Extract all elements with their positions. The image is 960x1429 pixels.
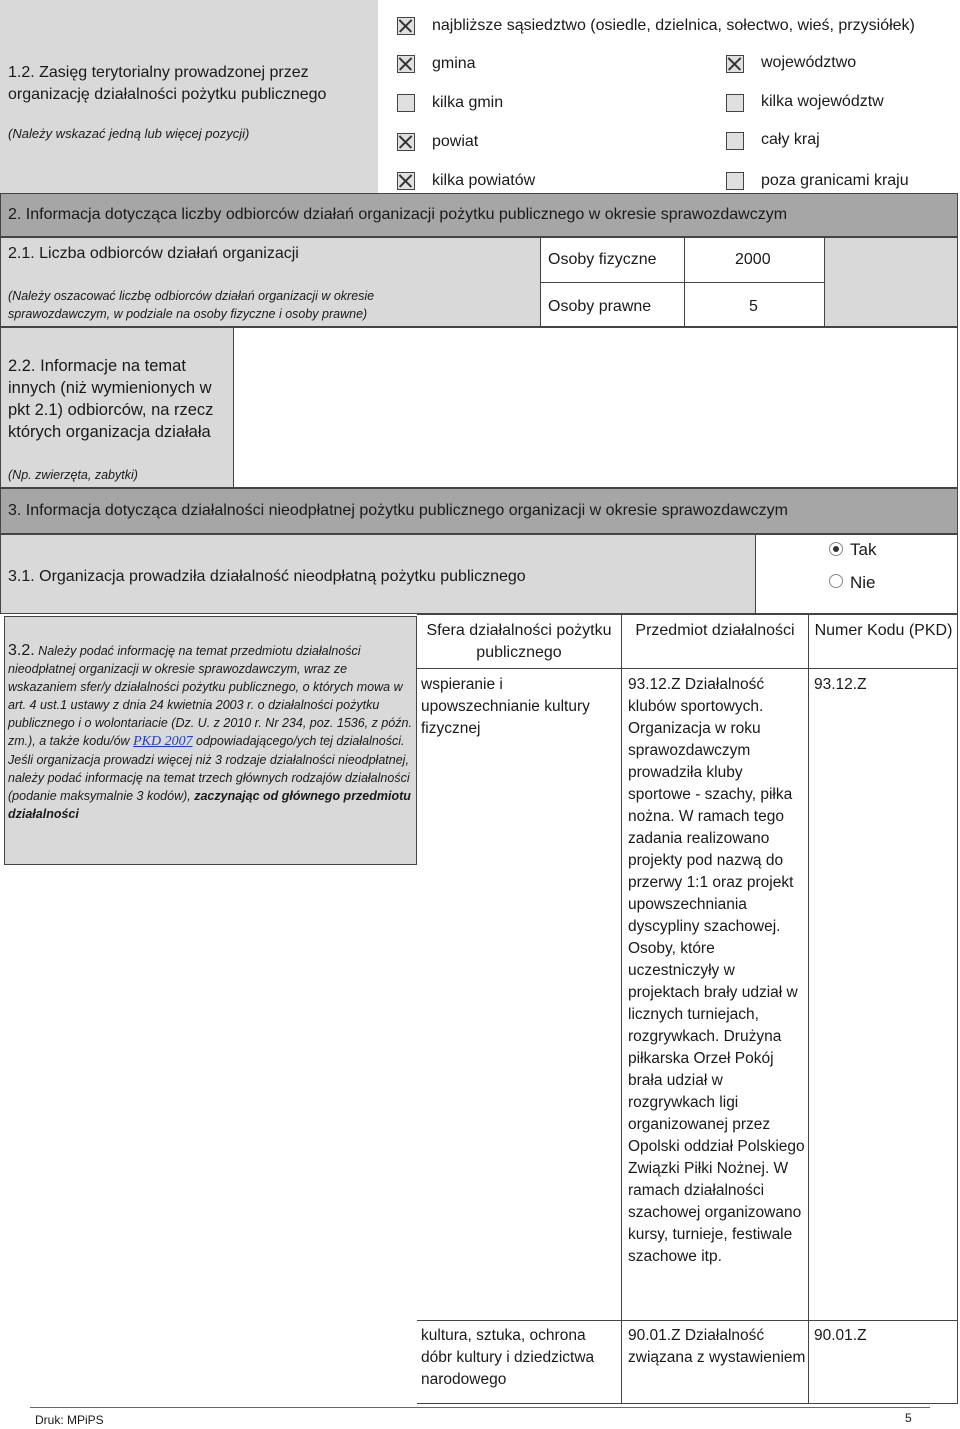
pkd-link[interactable]: PKD 2007 (133, 734, 193, 749)
s32-num: 3.2. (8, 642, 35, 659)
col-przedmiot-header: Przedmiot działalności (635, 622, 795, 639)
checkbox-caly-kraj[interactable] (726, 132, 744, 150)
checkbox-label: kilka województw (761, 93, 884, 110)
s21-note: (Należy oszacować liczbę odbiorców działań organizacji w okresie sprawozdawczym, w podziale na osoby fizyczne i osoby prawne) (8, 289, 375, 321)
footer-left: Druk: MPiPS (35, 1413, 104, 1427)
s31-title: 3.1. Organizacja prowadziła działalność nieodpłatną pożytku publicznego (8, 568, 526, 585)
checkbox-label: powiat (432, 133, 479, 150)
row1-sfera: wspieranie i upowszechnianie kultury fizycznej (421, 676, 590, 737)
prawne-value[interactable]: 5 (749, 298, 758, 315)
footer-page: 5 (905, 1411, 912, 1425)
checkbox-wojewodztwo[interactable] (726, 55, 744, 73)
radio-tak-label: Tak (850, 540, 877, 559)
checkbox-kilka-gmin[interactable] (397, 94, 415, 112)
checkbox-najblizsze[interactable] (397, 17, 415, 35)
checkbox-poza-granicami[interactable] (726, 172, 744, 190)
s32-note-bold: zaczynając od głównego przedmiotu działalności (8, 789, 411, 821)
s22-note: (Np. zwierzęta, zabytki) (8, 468, 138, 482)
vline-2 (808, 614, 809, 1404)
checkbox-label: kilka powiatów (432, 172, 536, 189)
col-kod-header: Numer Kodu (PKD) (814, 622, 953, 639)
s32-note (8, 642, 416, 823)
radio-tak[interactable] (829, 542, 843, 556)
radio-nie-label: Nie (850, 573, 876, 592)
s21-title: 2.1. Liczba odbiorców działań organizacji (8, 245, 299, 262)
vline-1 (621, 614, 622, 1404)
checkbox-label: najbliższe sąsiedztwo (osiedle, dzielnica, sołectwo, wieś, przysiółek) (432, 17, 915, 34)
row2-sfera: kultura, sztuka, ochrona dóbr kultury i dziedzictwa narodowego (421, 1327, 595, 1388)
col-sfera-header: Sfera działalności pożytku publicznego (426, 622, 612, 661)
checkbox-kilka-powiatow[interactable] (397, 172, 415, 190)
checkbox-label: gmina (432, 55, 476, 72)
s21-vdivider (684, 237, 685, 327)
row2-kod: 90.01.Z (814, 1327, 867, 1344)
checkbox-label: kilka gmin (432, 94, 504, 111)
row2-przedmiot: 90.01.Z Działalność związana z wystawieniem (628, 1327, 806, 1366)
footer-rule (30, 1407, 930, 1408)
s21-divider (540, 282, 825, 283)
s2-header: 2. Informacja dotycząca liczby odbiorców działań organizacji pożytku publicznego w okresie sprawozdawczym (8, 206, 788, 223)
checkbox-label: poza granicami kraju (761, 172, 909, 189)
s3-header: 3. Informacja dotycząca działalności nieodpłatnej pożytku publicznego organizacji w okresie sprawozdawczym (8, 502, 788, 519)
s12-title: 1.2. Zasięg terytorialny prowadzonej przez organizację działalności pożytku publicznego (8, 64, 327, 103)
checkbox-kilka-wojewodztw[interactable] (726, 94, 744, 112)
row1-przedmiot: 93.12.Z Działalność klubów sportowych. Organizacja w roku sprawozdawczym prowadziła kluby sportowe - szachy, piłka nożna. W ramach tego zadania realizowano projekty pod nazwą do przerwy 1:1 oraz projekt upowszechniania dyscypliny szachowej. Osoby, które uczestniczyły w projektach brały udział w licznych turniejach, rozgrywkach. Drużyna piłkarska Orzeł Pokój brała udział w rozgrywkach ligi organizowanej przez Opolski oddział Polskiego Związki Piłki Nożnej. W ramach działalności szachowej organizowano kursy, turnieje, festiwale szachowe itp. (628, 676, 805, 1265)
checkbox-powiat[interactable] (397, 133, 415, 151)
checkbox-label: cały kraj (761, 131, 820, 148)
s12-note: (Należy wskazać jedną lub więcej pozycji) (8, 126, 250, 141)
s22-value-cell[interactable] (234, 327, 958, 488)
fizyczne-label: Osoby fizyczne (548, 251, 657, 268)
hline-header (417, 668, 958, 669)
row1-kod: 93.12.Z (814, 676, 867, 693)
checkbox-label: województwo (761, 54, 857, 71)
fizyczne-value[interactable]: 2000 (735, 251, 771, 268)
checkbox-gmina[interactable] (397, 55, 415, 73)
s32-note-b: odpowiadającego/ych tej działalności. Jeśli organizacja prowadzi więcej niż 3 rodzaje działalności nieodpłatnej, należy podać informację na temat trzech głównych rodzajów działalności (podanie maksymalnie 3 kodów), (8, 734, 410, 803)
prawne-label: Osoby prawne (548, 298, 652, 315)
hline-row (417, 1320, 958, 1321)
s22-title: 2.2. Informacje na temat innych (niż wymienionych w pkt 2.1) odbiorców, na rzecz których organizacja działała (8, 357, 214, 441)
radio-nie[interactable] (829, 574, 843, 588)
s32-note-a: Należy podać informację na temat przedmiotu działalności nieodpłatnej organizacji w okresie sprawozdawczym, wraz ze wskazaniem sfer/y działalności pożytku publicznego, o których mowa w art. 4 ust.1 ustawy z dnia 24 kwietnia 2003 r. o działalności pożytku publicznego i o wolontariacie (Dz. U. z 2010 r. Nr 234, poz. 1536, z późn. zm.), a także kodu/ów (8, 644, 412, 748)
